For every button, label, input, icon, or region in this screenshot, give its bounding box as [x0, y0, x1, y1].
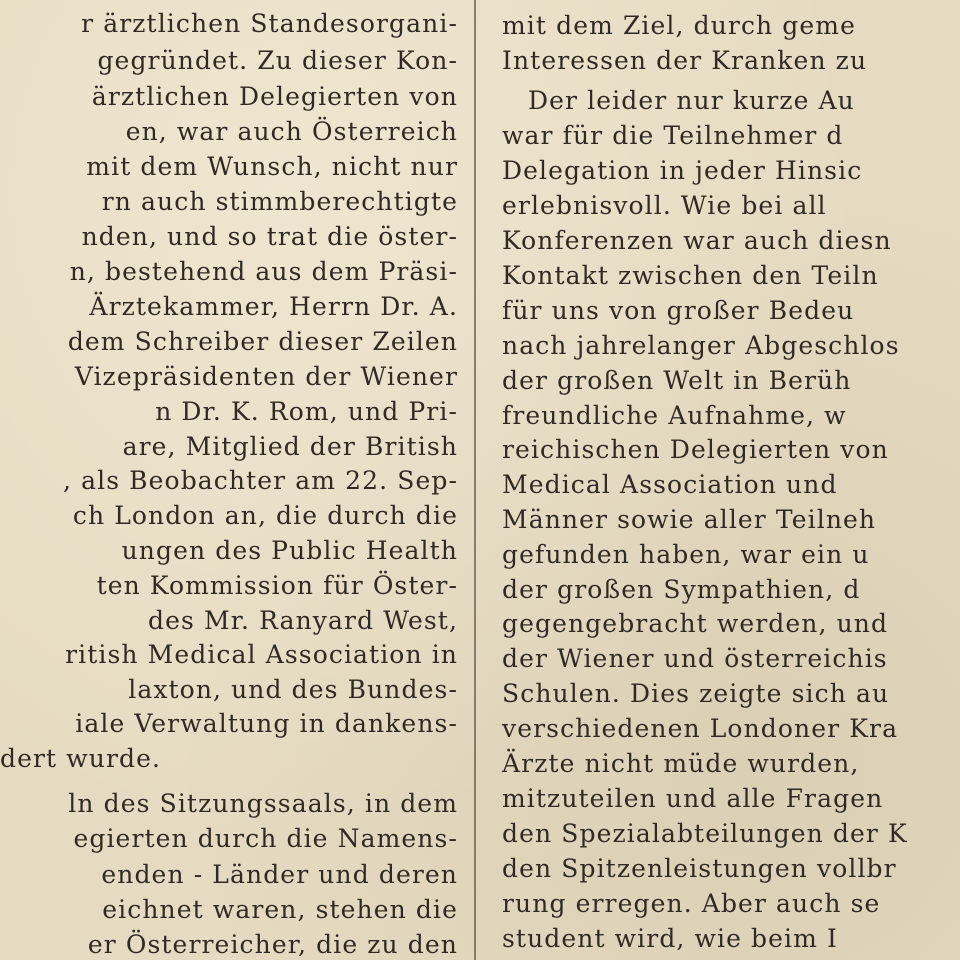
text-line: rn auch stimmberechtigte — [101, 187, 458, 216]
text-line: gefunden haben, war ein u — [502, 540, 870, 569]
text-line: gegengebracht werden, und — [502, 609, 889, 638]
text-line: der großen Welt in Berüh — [502, 366, 852, 395]
paragraph-start-line: Der leider nur kurze Au — [528, 86, 855, 115]
text-line: egierten durch die Namens- — [73, 824, 458, 853]
text-line: der Wiener und österreichis — [502, 644, 888, 673]
text-line: rung erregen. Aber auch se — [502, 889, 881, 918]
text-line: ln des Sitzungssaals, in dem — [68, 789, 458, 818]
text-line: Konferenzen war auch diesn — [502, 226, 892, 255]
text-line: iale Verwaltung in dankens- — [75, 709, 458, 738]
text-line: gegründet. Zu dieser Kon- — [97, 46, 458, 75]
text-line: Interessen der Kranken zu — [502, 46, 868, 75]
text-line: are, Mitglied der British — [122, 432, 458, 461]
text-line: enden - Länder und deren — [101, 860, 458, 889]
text-line: nden, und so trat die öster- — [81, 222, 458, 251]
text-line: eichnet waren, stehen die — [102, 895, 458, 924]
text-line: mit dem Ziel, durch geme — [502, 11, 856, 40]
text-line: er Österreicher, die zu den — [87, 930, 458, 959]
text-line: ch London an, die durch die — [72, 501, 458, 530]
text-line: student wird, wie beim I — [502, 924, 838, 953]
text-line: Kontakt zwischen den Teiln — [502, 261, 879, 290]
text-line: Vizepräsidenten der Wiener — [74, 362, 458, 391]
text-line: erlebnisvoll. Wie bei all — [502, 191, 827, 220]
text-line: für uns von großer Bedeu — [502, 296, 855, 325]
text-line: verschiedenen Londoner Kra — [502, 714, 899, 743]
text-line: des Mr. Ranyard West, — [148, 606, 458, 635]
text-line: ritish Medical Association in — [65, 640, 458, 669]
text-line: Schulen. Dies zeigte sich au — [502, 679, 890, 708]
text-line: ungen des Public Health — [121, 536, 458, 565]
text-line: der großen Sympathien, d — [502, 575, 861, 604]
text-line: ten Kommission für Öster- — [96, 571, 458, 600]
left-text-column — [0, 0, 466, 960]
text-line: freundliche Aufnahme, w — [502, 401, 847, 430]
text-line: den Spitzenleistungen vollbr — [502, 854, 897, 883]
text-line: dert wurde. — [0, 744, 162, 773]
text-line: n Dr. K. Rom, und Pri- — [155, 397, 458, 426]
text-line: Delegation in jeder Hinsic — [502, 156, 863, 185]
text-line: dem Schreiber dieser Zeilen — [67, 327, 458, 356]
column-divider — [474, 0, 476, 960]
text-line: mitzuteilen und alle Fragen — [502, 784, 884, 813]
text-line: Ärzte nicht müde wurden, — [502, 749, 860, 778]
text-line: nach jahrelanger Abgeschlos — [502, 331, 900, 360]
text-line: r ärztlichen Standesorgani- — [81, 9, 458, 38]
text-line: en, war auch Österreich — [125, 117, 458, 146]
text-line: Medical Association und — [502, 470, 838, 499]
text-line: , als Beobachter am 22. Sep- — [63, 466, 458, 495]
text-line: laxton, und des Bundes- — [128, 675, 458, 704]
text-line: Ärztekammer, Herrn Dr. A. — [89, 292, 458, 321]
text-line: Männer sowie aller Teilneh — [502, 505, 877, 534]
text-line: war für die Teilnehmer d — [502, 121, 844, 150]
text-line: den Spezialabteilungen der K — [502, 819, 908, 848]
text-line: mit dem Wunsch, nicht nur — [86, 152, 458, 181]
right-text-column — [482, 0, 960, 960]
text-line: n, bestehend aus dem Präsi- — [69, 257, 458, 286]
text-line: ärztlichen Delegierten von — [91, 82, 458, 111]
text-line: reichischen Delegierten von — [502, 435, 889, 464]
